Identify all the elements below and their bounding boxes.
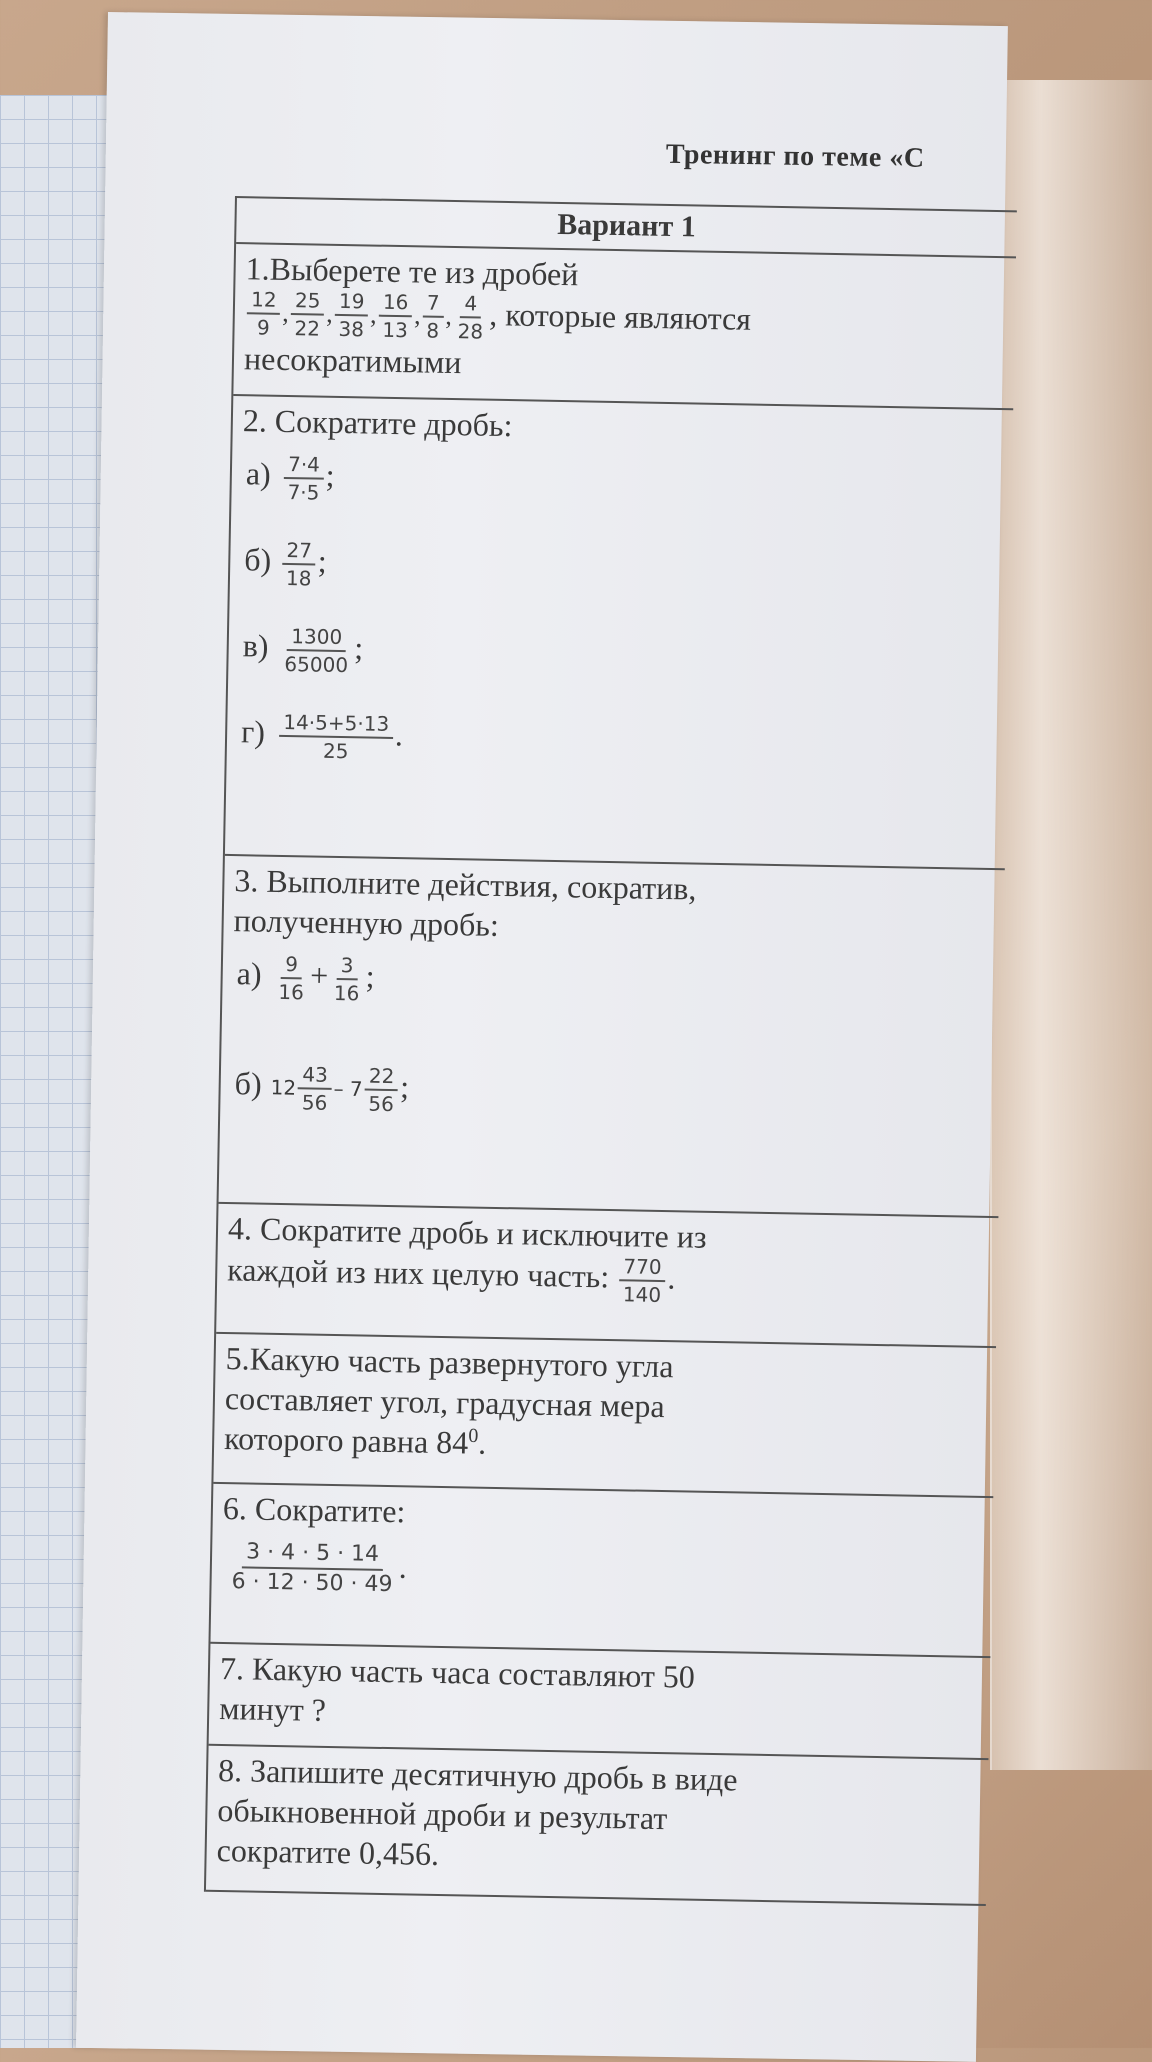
task-3-title-a: 3. Выполните действия, сократив, xyxy=(234,862,697,907)
task-5-line-c: которого равна $84^0$. xyxy=(223,1420,487,1461)
task-2-item-d: г) $\frac{14\cdot 5+5\cdot 13}{25}$ . xyxy=(240,709,404,764)
task-3-item-a: а) $\frac{9}{16}$ + $\frac{3}{16}$ ; xyxy=(236,952,375,1006)
task-6 xyxy=(210,1484,993,1658)
task-8-line-a: 8. Запишите десятичную дробь в виде xyxy=(217,1751,738,1798)
task-3 xyxy=(219,856,1005,1218)
task-6-title: 6. Сократите: xyxy=(222,1490,406,1530)
task-2-item-a: а) $\frac{7\cdot 4}{7\cdot 5}$ ; xyxy=(245,452,335,505)
task-7-line-b: минут ? xyxy=(218,1689,327,1728)
task-8 xyxy=(206,1746,989,1906)
task-3-title-b: полученную дробь: xyxy=(233,902,500,943)
task-table xyxy=(204,196,1017,1906)
fraction: $\frac{12}{9}$ xyxy=(246,288,280,339)
task-2 xyxy=(225,396,1013,870)
task-8-line-c: сократите 0,456. xyxy=(216,1831,440,1873)
task-2-item-b: б) $\frac{27}{18}$ ; xyxy=(244,538,327,591)
fraction: $\frac{16}{13}$ xyxy=(378,291,412,342)
task-4-line-b: каждой из них целую часть: $\frac{770}{140}$ . xyxy=(226,1251,676,1307)
task-1-line-a: 1.Выберете те из дробей xyxy=(245,250,579,293)
task-5-line-a: 5.Какую часть развернутого угла xyxy=(225,1340,674,1385)
task-7 xyxy=(209,1644,991,1760)
page-header: Тренинг по теме «С xyxy=(665,138,925,174)
fraction: $\frac{19}{38}$ xyxy=(334,290,368,341)
task-4-line-a: 4. Сократите дробь и исключите из xyxy=(227,1210,707,1255)
task-2-title: 2. Сократите дробь: xyxy=(242,402,513,444)
fraction: $\frac{7}{8}$ xyxy=(422,291,444,341)
task-6-expression: $\frac{3 \cdot 4 \cdot 5 \cdot 14}{6 \cdot 12 \cdot 50 \cdot 49}$ . xyxy=(231,1539,408,1598)
task-5 xyxy=(213,1334,996,1498)
task-1-line-c: несократимыми xyxy=(243,340,462,381)
task-2-item-c: в) $\frac{1300}{65000}$ ; xyxy=(242,624,364,678)
fraction: $\frac{4}{28}$ xyxy=(457,291,484,344)
fraction: $\frac{25}{22}$ xyxy=(290,289,324,340)
task-1 xyxy=(233,244,1016,410)
task-5-line-b: составляет угол, градусная мера xyxy=(224,1380,665,1425)
task-4 xyxy=(216,1204,998,1348)
variant-title: Вариант 1 xyxy=(236,198,1017,258)
task-7-line-a: 7. Какую часть часа составляют 50 xyxy=(219,1649,696,1695)
task-8-line-b: обыкновенной дроби и результат xyxy=(217,1791,668,1837)
task-1-line-b: $\frac{12}{9}$ , $\frac{25}{22}$ , $\frac{19}{38}$ , $\frac{16}{13}$ , $\frac{7}{8}$ , $\frac{4}{28}$ , которые являются xyxy=(244,288,1005,352)
task-3-item-b: б) 12 $\frac{43}{56}$ – 7 $\frac{22}{56}$ ; xyxy=(234,1062,410,1117)
